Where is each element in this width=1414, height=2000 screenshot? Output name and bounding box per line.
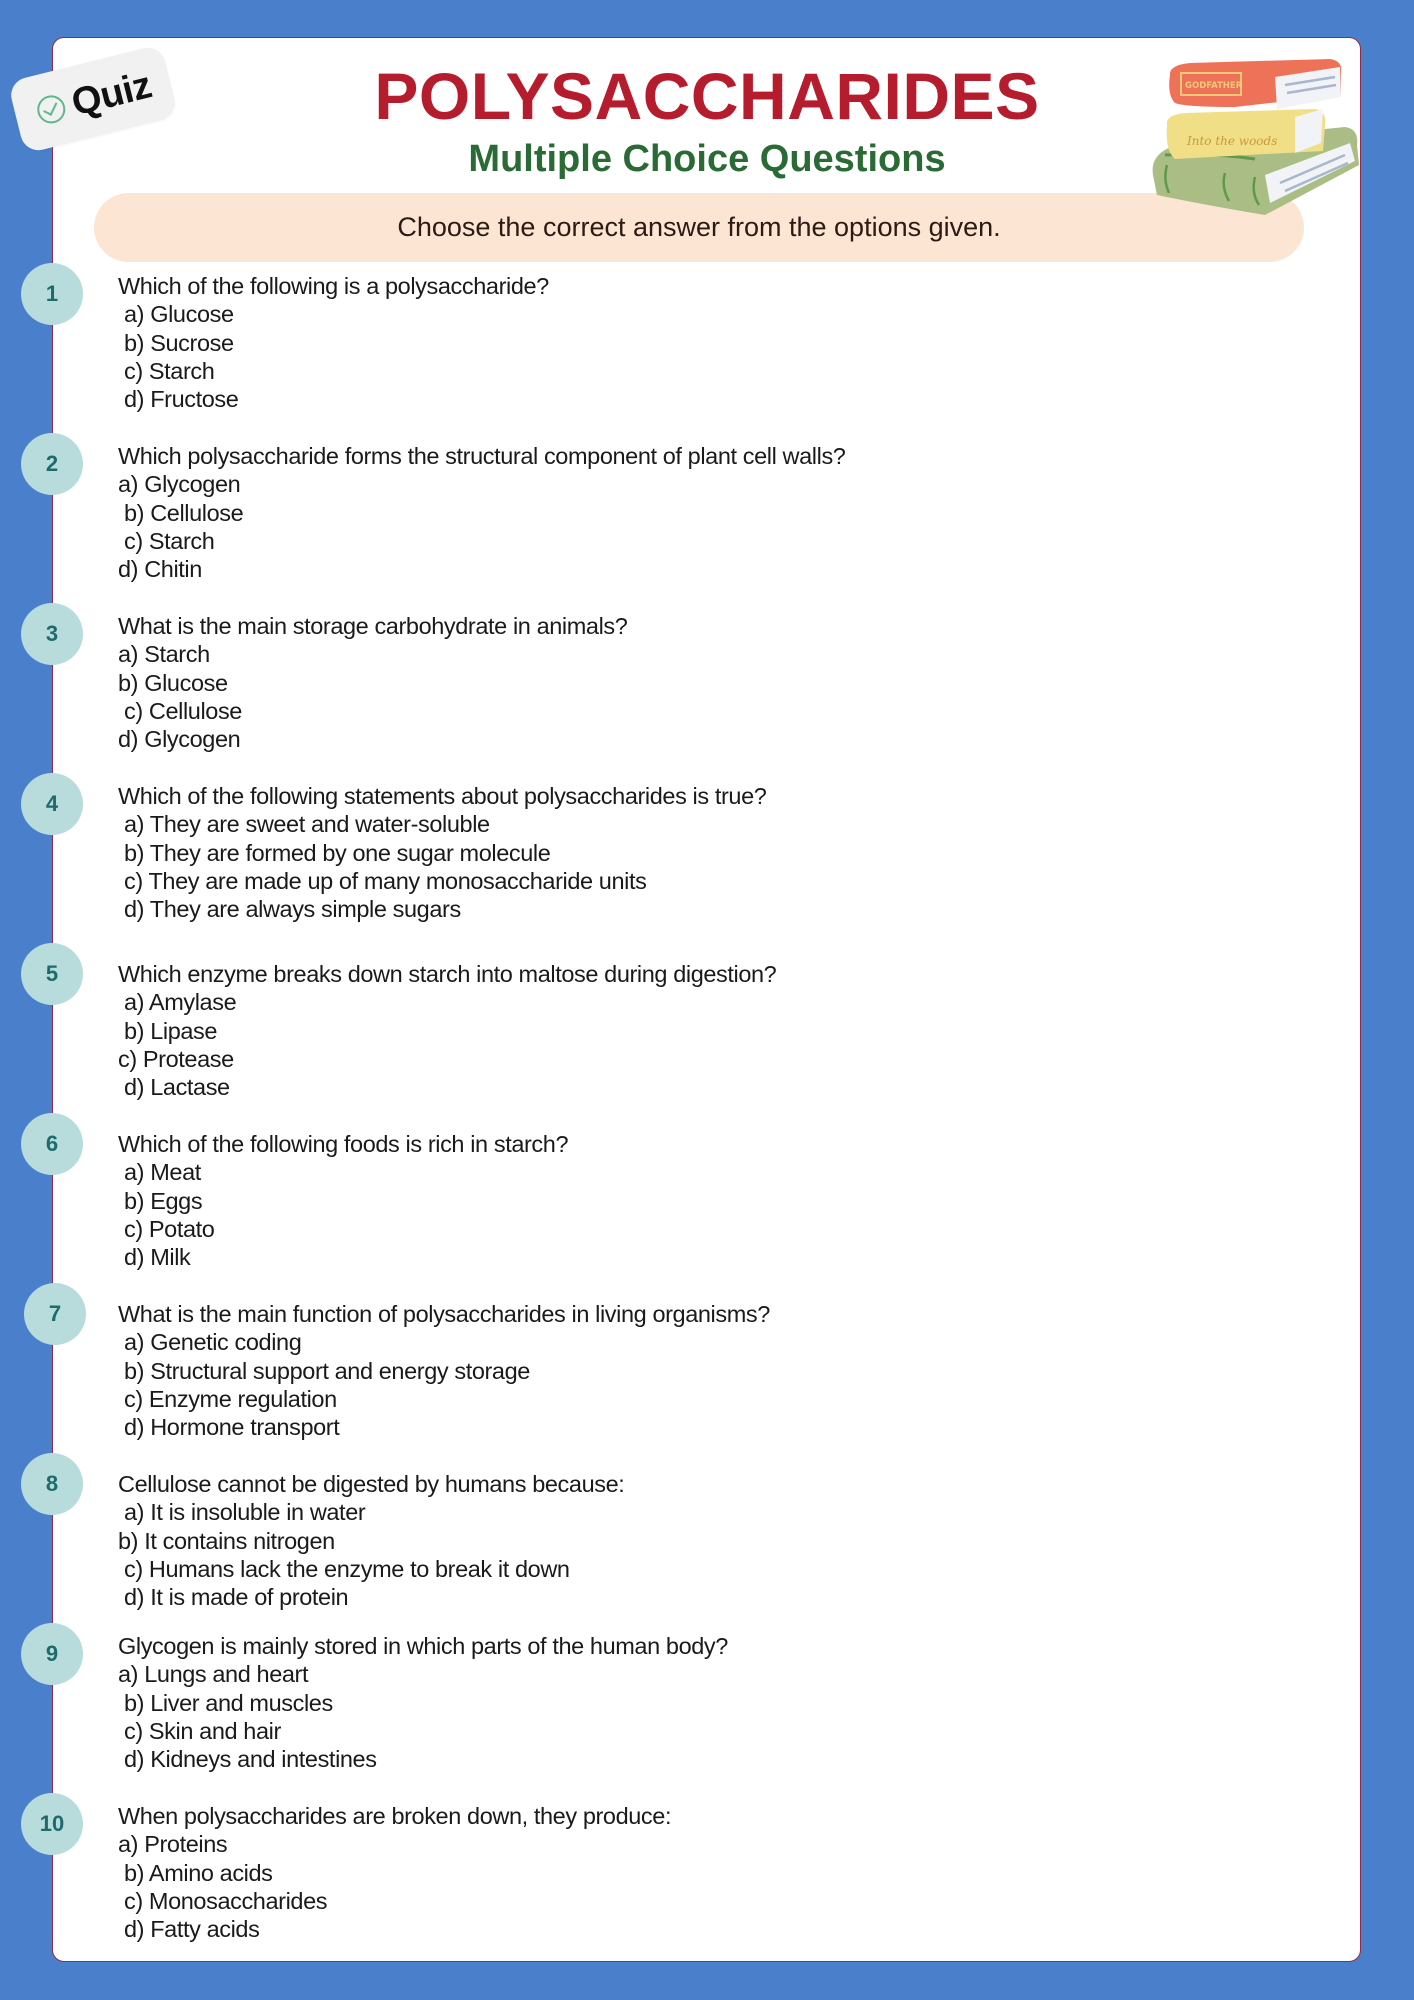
answer-option[interactable]: d) Hormone transport bbox=[124, 1414, 340, 1441]
answer-option[interactable]: b) Lipase bbox=[124, 1017, 218, 1044]
question-text: Which of the following foods is rich in starch? bbox=[118, 1131, 569, 1157]
question-number-badge: 3 bbox=[21, 603, 83, 665]
answer-option[interactable]: b) They are formed by one sugar molecule bbox=[124, 839, 551, 866]
page-title: POLYSACCHARIDES bbox=[374, 59, 1040, 133]
answer-option[interactable]: d) Chitin bbox=[118, 556, 202, 583]
answer-option[interactable]: d) Milk bbox=[124, 1244, 191, 1271]
quiz-tag-label: Quiz bbox=[67, 63, 156, 124]
page-subtitle: Multiple Choice Questions bbox=[468, 138, 946, 180]
answer-option[interactable]: a) Glucose bbox=[124, 301, 234, 328]
svg-text:GODFATHER: GODFATHER bbox=[1185, 81, 1243, 91]
question-text: Which of the following statements about polysaccharides is true? bbox=[118, 783, 767, 809]
answer-option[interactable]: c) They are made up of many monosaccharide units bbox=[124, 867, 647, 894]
question-text: What is the main storage carbohydrate in animals? bbox=[118, 613, 628, 639]
answer-option[interactable]: a) Amylase bbox=[124, 989, 237, 1016]
answer-option[interactable]: d) They are always simple sugars bbox=[124, 896, 461, 923]
answer-option[interactable]: a) Meat bbox=[124, 1159, 201, 1186]
answer-option[interactable]: d) Fatty acids bbox=[124, 1916, 260, 1943]
answer-option[interactable]: c) Cellulose bbox=[124, 697, 242, 724]
answer-option[interactable]: d) Kidneys and intestines bbox=[124, 1746, 377, 1773]
question-item bbox=[118, 612, 627, 753]
question-text: Which enzyme breaks down starch into maltose during digestion? bbox=[118, 961, 777, 987]
question-number-badge: 6 bbox=[21, 1113, 83, 1175]
question-number-badge: 9 bbox=[21, 1623, 83, 1685]
answer-option[interactable]: d) Lactase bbox=[124, 1074, 230, 1101]
books-illustration-icon bbox=[1145, 55, 1360, 225]
answer-option[interactable]: c) Starch bbox=[124, 357, 215, 384]
answer-option[interactable]: c) Starch bbox=[124, 527, 215, 554]
answer-option[interactable]: d) Fructose bbox=[124, 386, 239, 413]
answer-option[interactable]: a) Starch bbox=[118, 641, 210, 668]
question-number-badge: 8 bbox=[21, 1453, 83, 1515]
question-number-badge: 2 bbox=[21, 433, 83, 495]
svg-text:Into the woods: Into the woods bbox=[1187, 134, 1278, 148]
question-number-badge: 7 bbox=[24, 1283, 86, 1345]
answer-option[interactable]: b) Structural support and energy storage bbox=[124, 1357, 530, 1384]
answer-option[interactable]: b) Liver and muscles bbox=[124, 1689, 333, 1716]
instruction-text: Choose the correct answer from the options given. bbox=[397, 212, 1001, 242]
answer-option[interactable]: b) Eggs bbox=[124, 1187, 203, 1214]
question-item bbox=[118, 1632, 728, 1773]
answer-option[interactable]: a) Lungs and heart bbox=[118, 1661, 309, 1688]
answer-option[interactable]: c) Skin and hair bbox=[124, 1717, 281, 1744]
question-item bbox=[118, 1802, 671, 1943]
answer-option[interactable]: b) Amino acids bbox=[124, 1859, 273, 1886]
answer-option[interactable]: b) Cellulose bbox=[124, 499, 244, 526]
question-item bbox=[118, 1470, 624, 1611]
question-item bbox=[118, 442, 845, 583]
question-item bbox=[118, 272, 549, 413]
question-item bbox=[118, 1300, 770, 1441]
question-number-badge: 1 bbox=[21, 263, 83, 325]
answer-option[interactable]: c) Potato bbox=[124, 1215, 215, 1242]
question-item bbox=[118, 782, 766, 923]
answer-option[interactable]: b) Glucose bbox=[118, 669, 228, 696]
question-number-badge: 5 bbox=[21, 943, 83, 1005]
question-text: When polysaccharides are broken down, they produce: bbox=[118, 1803, 672, 1829]
instruction-banner bbox=[94, 193, 1304, 262]
answer-option[interactable]: c) Humans lack the enzyme to break it down bbox=[124, 1555, 570, 1582]
question-number-badge: 4 bbox=[21, 773, 83, 835]
question-text: Which of the following is a polysaccharide? bbox=[118, 273, 549, 299]
question-number-badge: 10 bbox=[21, 1793, 83, 1855]
answer-option[interactable]: d) It is made of protein bbox=[124, 1584, 349, 1611]
question-item bbox=[118, 1130, 568, 1271]
question-text: Glycogen is mainly stored in which parts of the human body? bbox=[118, 1633, 728, 1659]
answer-option[interactable]: c) Protease bbox=[118, 1045, 234, 1072]
answer-option[interactable]: a) Genetic coding bbox=[124, 1329, 302, 1356]
question-item bbox=[118, 960, 776, 1101]
question-text: What is the main function of polysaccharides in living organisms? bbox=[118, 1301, 770, 1327]
answer-option[interactable]: a) Glycogen bbox=[118, 471, 241, 498]
answer-option[interactable]: c) Enzyme regulation bbox=[124, 1385, 337, 1412]
answer-option[interactable]: a) It is insoluble in water bbox=[124, 1499, 366, 1526]
answer-option[interactable]: a) They are sweet and water-soluble bbox=[124, 811, 490, 838]
question-text: Which polysaccharide forms the structural component of plant cell walls? bbox=[118, 443, 846, 469]
question-text: Cellulose cannot be digested by humans because: bbox=[118, 1471, 625, 1497]
answer-option[interactable]: d) Glycogen bbox=[118, 726, 241, 753]
answer-option[interactable]: a) Proteins bbox=[118, 1831, 228, 1858]
answer-option[interactable]: b) It contains nitrogen bbox=[118, 1527, 335, 1554]
answer-option[interactable]: c) Monosaccharides bbox=[124, 1887, 328, 1914]
answer-option[interactable]: b) Sucrose bbox=[124, 329, 234, 356]
